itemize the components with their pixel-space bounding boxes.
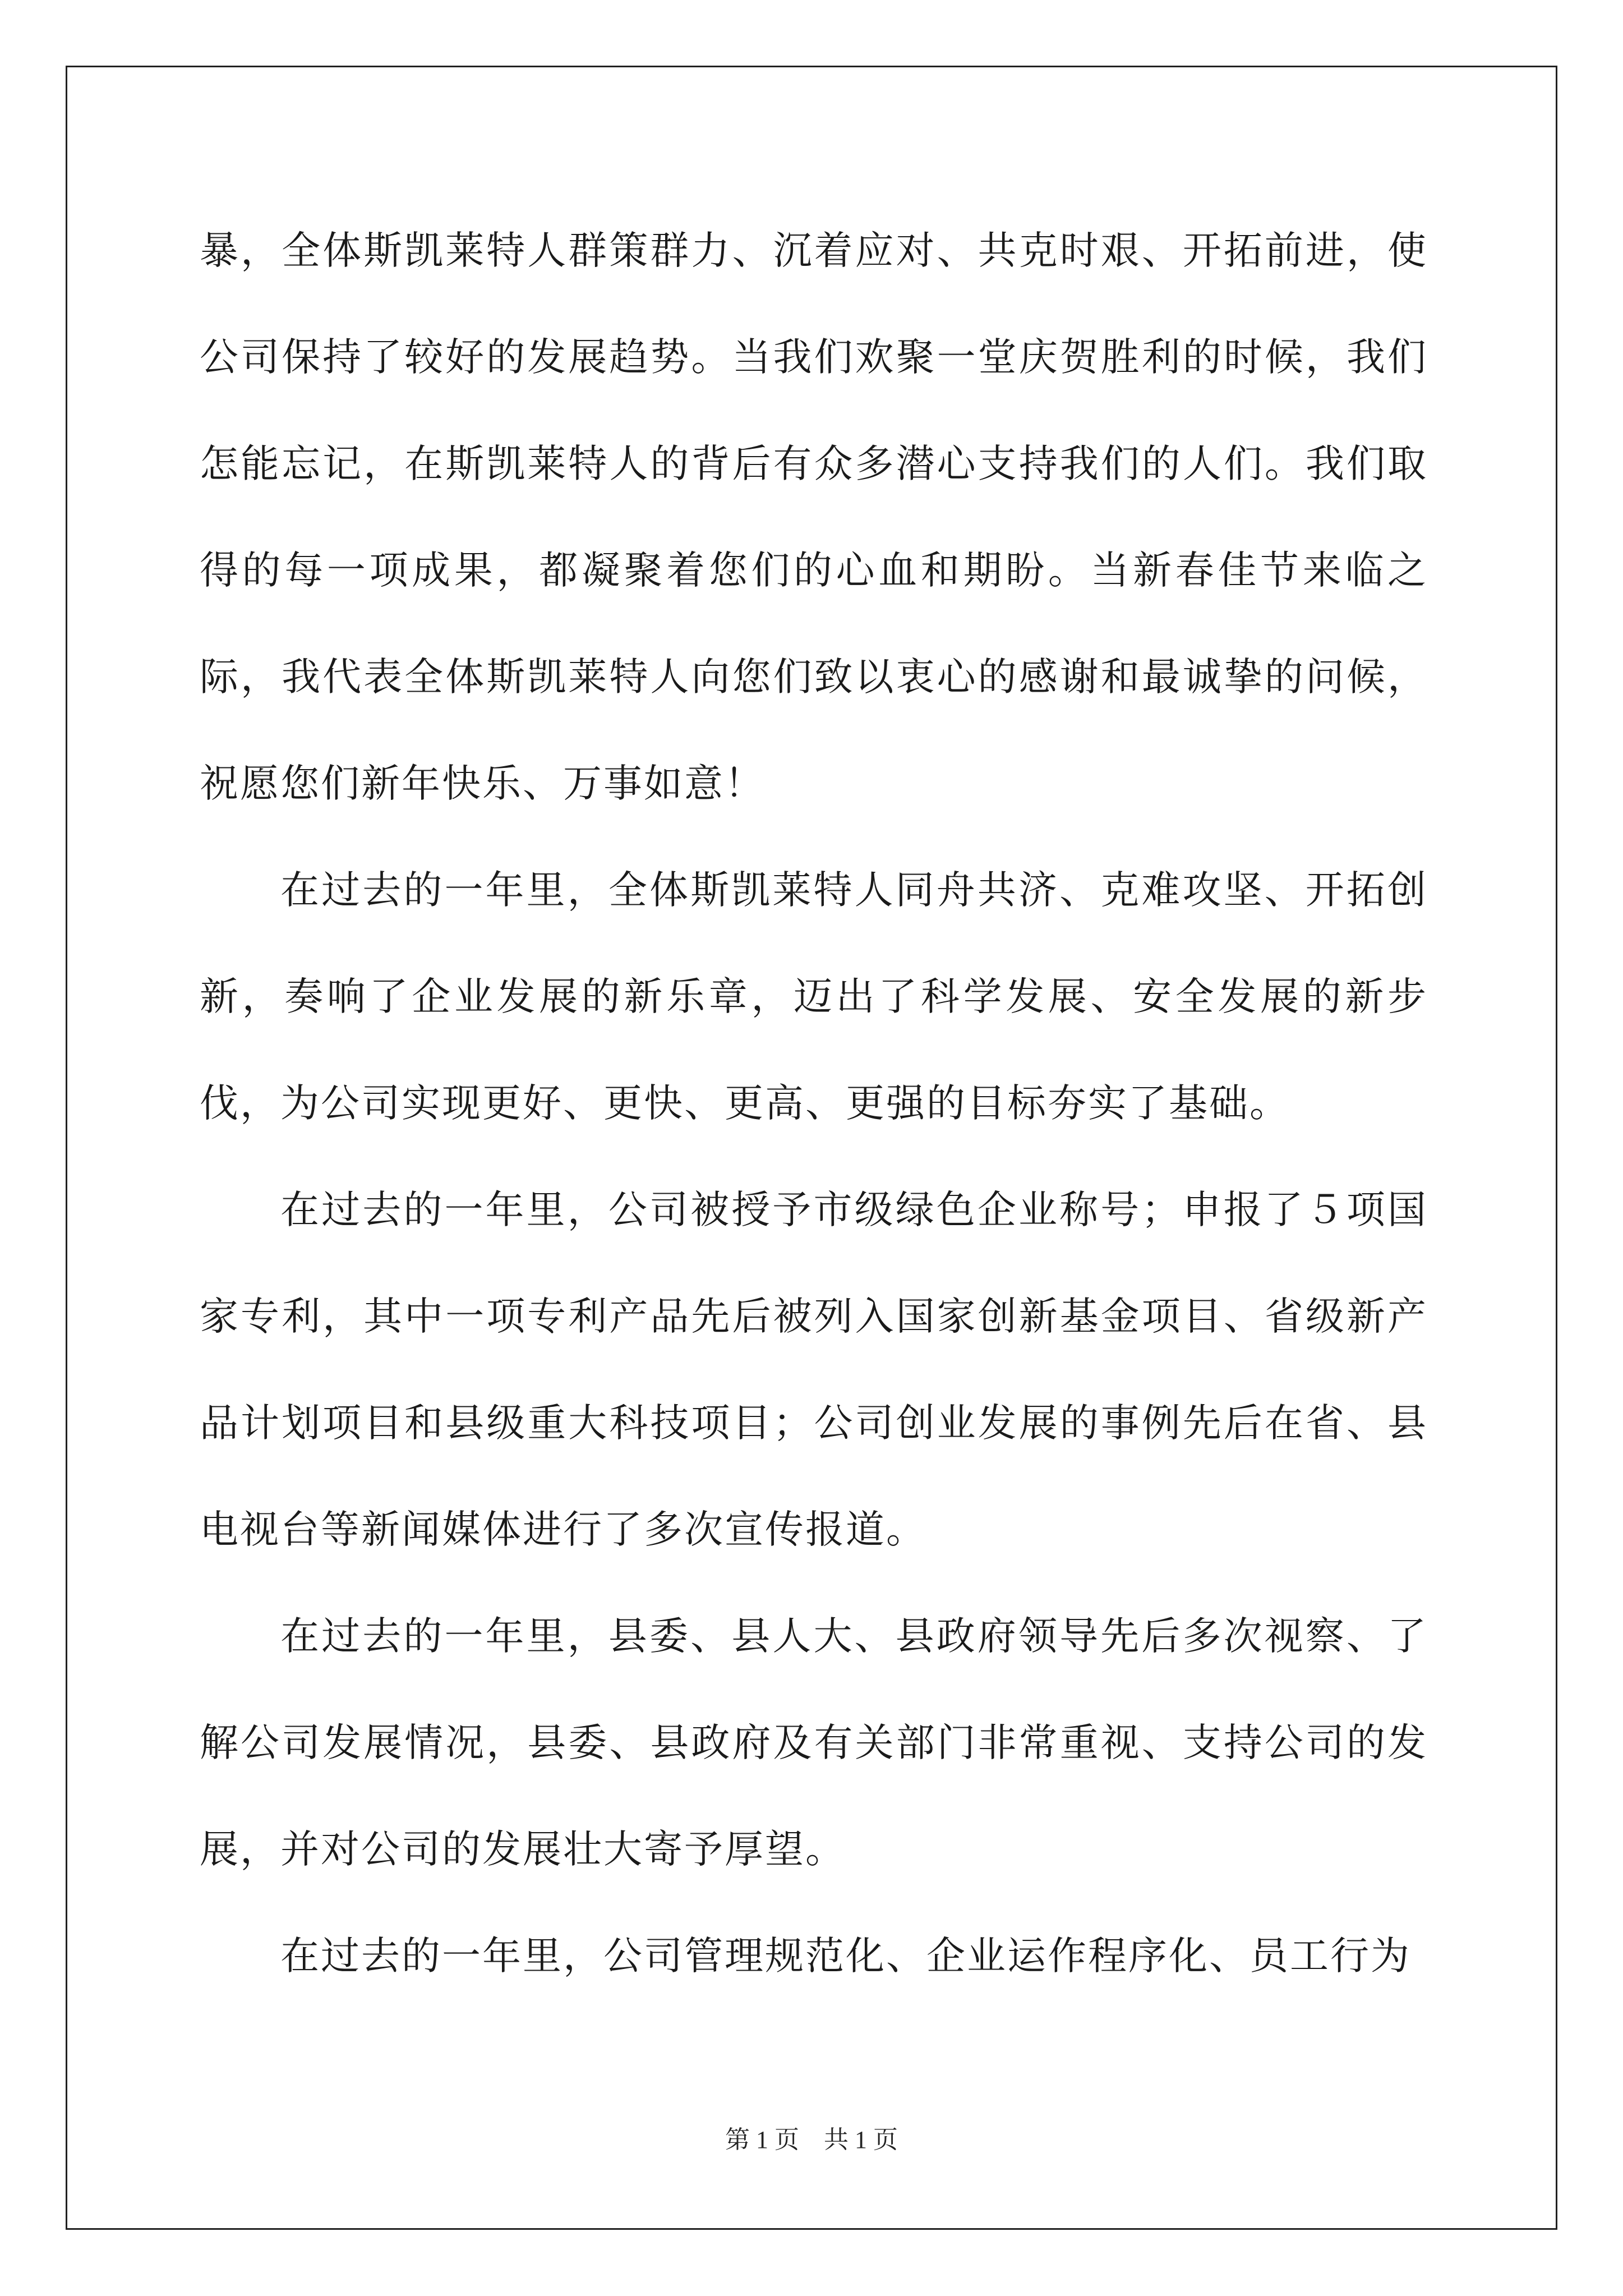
paragraph-1: 暴，全体斯凯莱特人群策群力、沉着应对、共克时艰、开拓前进，使公司保持了较好的发展趋势。当我们欢聚一堂庆贺胜利的时候，我们怎能忘记，在斯凯莱特人的背后有众多潜心支持我们的人们。我们取得的每一项成果，都凝聚着您们的心血和期盼。当新春佳节来临之际，我代表全体斯凯莱特人向您们致以衷心的感谢和最诚挚的问候，祝愿您们新年快乐、万事如意！	[200, 228, 1428, 806]
document-body	[200, 197, 1428, 2009]
paragraph-2: 在过去的一年里，全体斯凯莱特人同舟共济、克难攻坚、开拓创新，奏响了企业发展的新乐章，迈出了科学发展、安全发展的新步伐，为公司实现更好、更快、更高、更强的目标夯实了基础。	[200, 868, 1428, 1126]
paragraph-4: 在过去的一年里，县委、县人大、县政府领导先后多次视察、了解公司发展情况，县委、县政府及有关部门非常重视、支持公司的发展，并对公司的发展壮大寄予厚望。	[200, 1614, 1428, 1872]
paragraph-5: 在过去的一年里，公司管理规范化、企业运作程序化、员工行为	[280, 1934, 1411, 1978]
page-footer: 第 1 页 共 1 页	[725, 2126, 898, 2154]
paragraph-3: 在过去的一年里，公司被授予市级绿色企业称号；申报了５项国家专利，其中一项专利产品先后被列入国家创新基金项目、省级新产品计划项目和县级重大科技项目；公司创业发展的事例先后在省、县电视台等新闻媒体进行了多次宣传报道。	[200, 1188, 1428, 1552]
